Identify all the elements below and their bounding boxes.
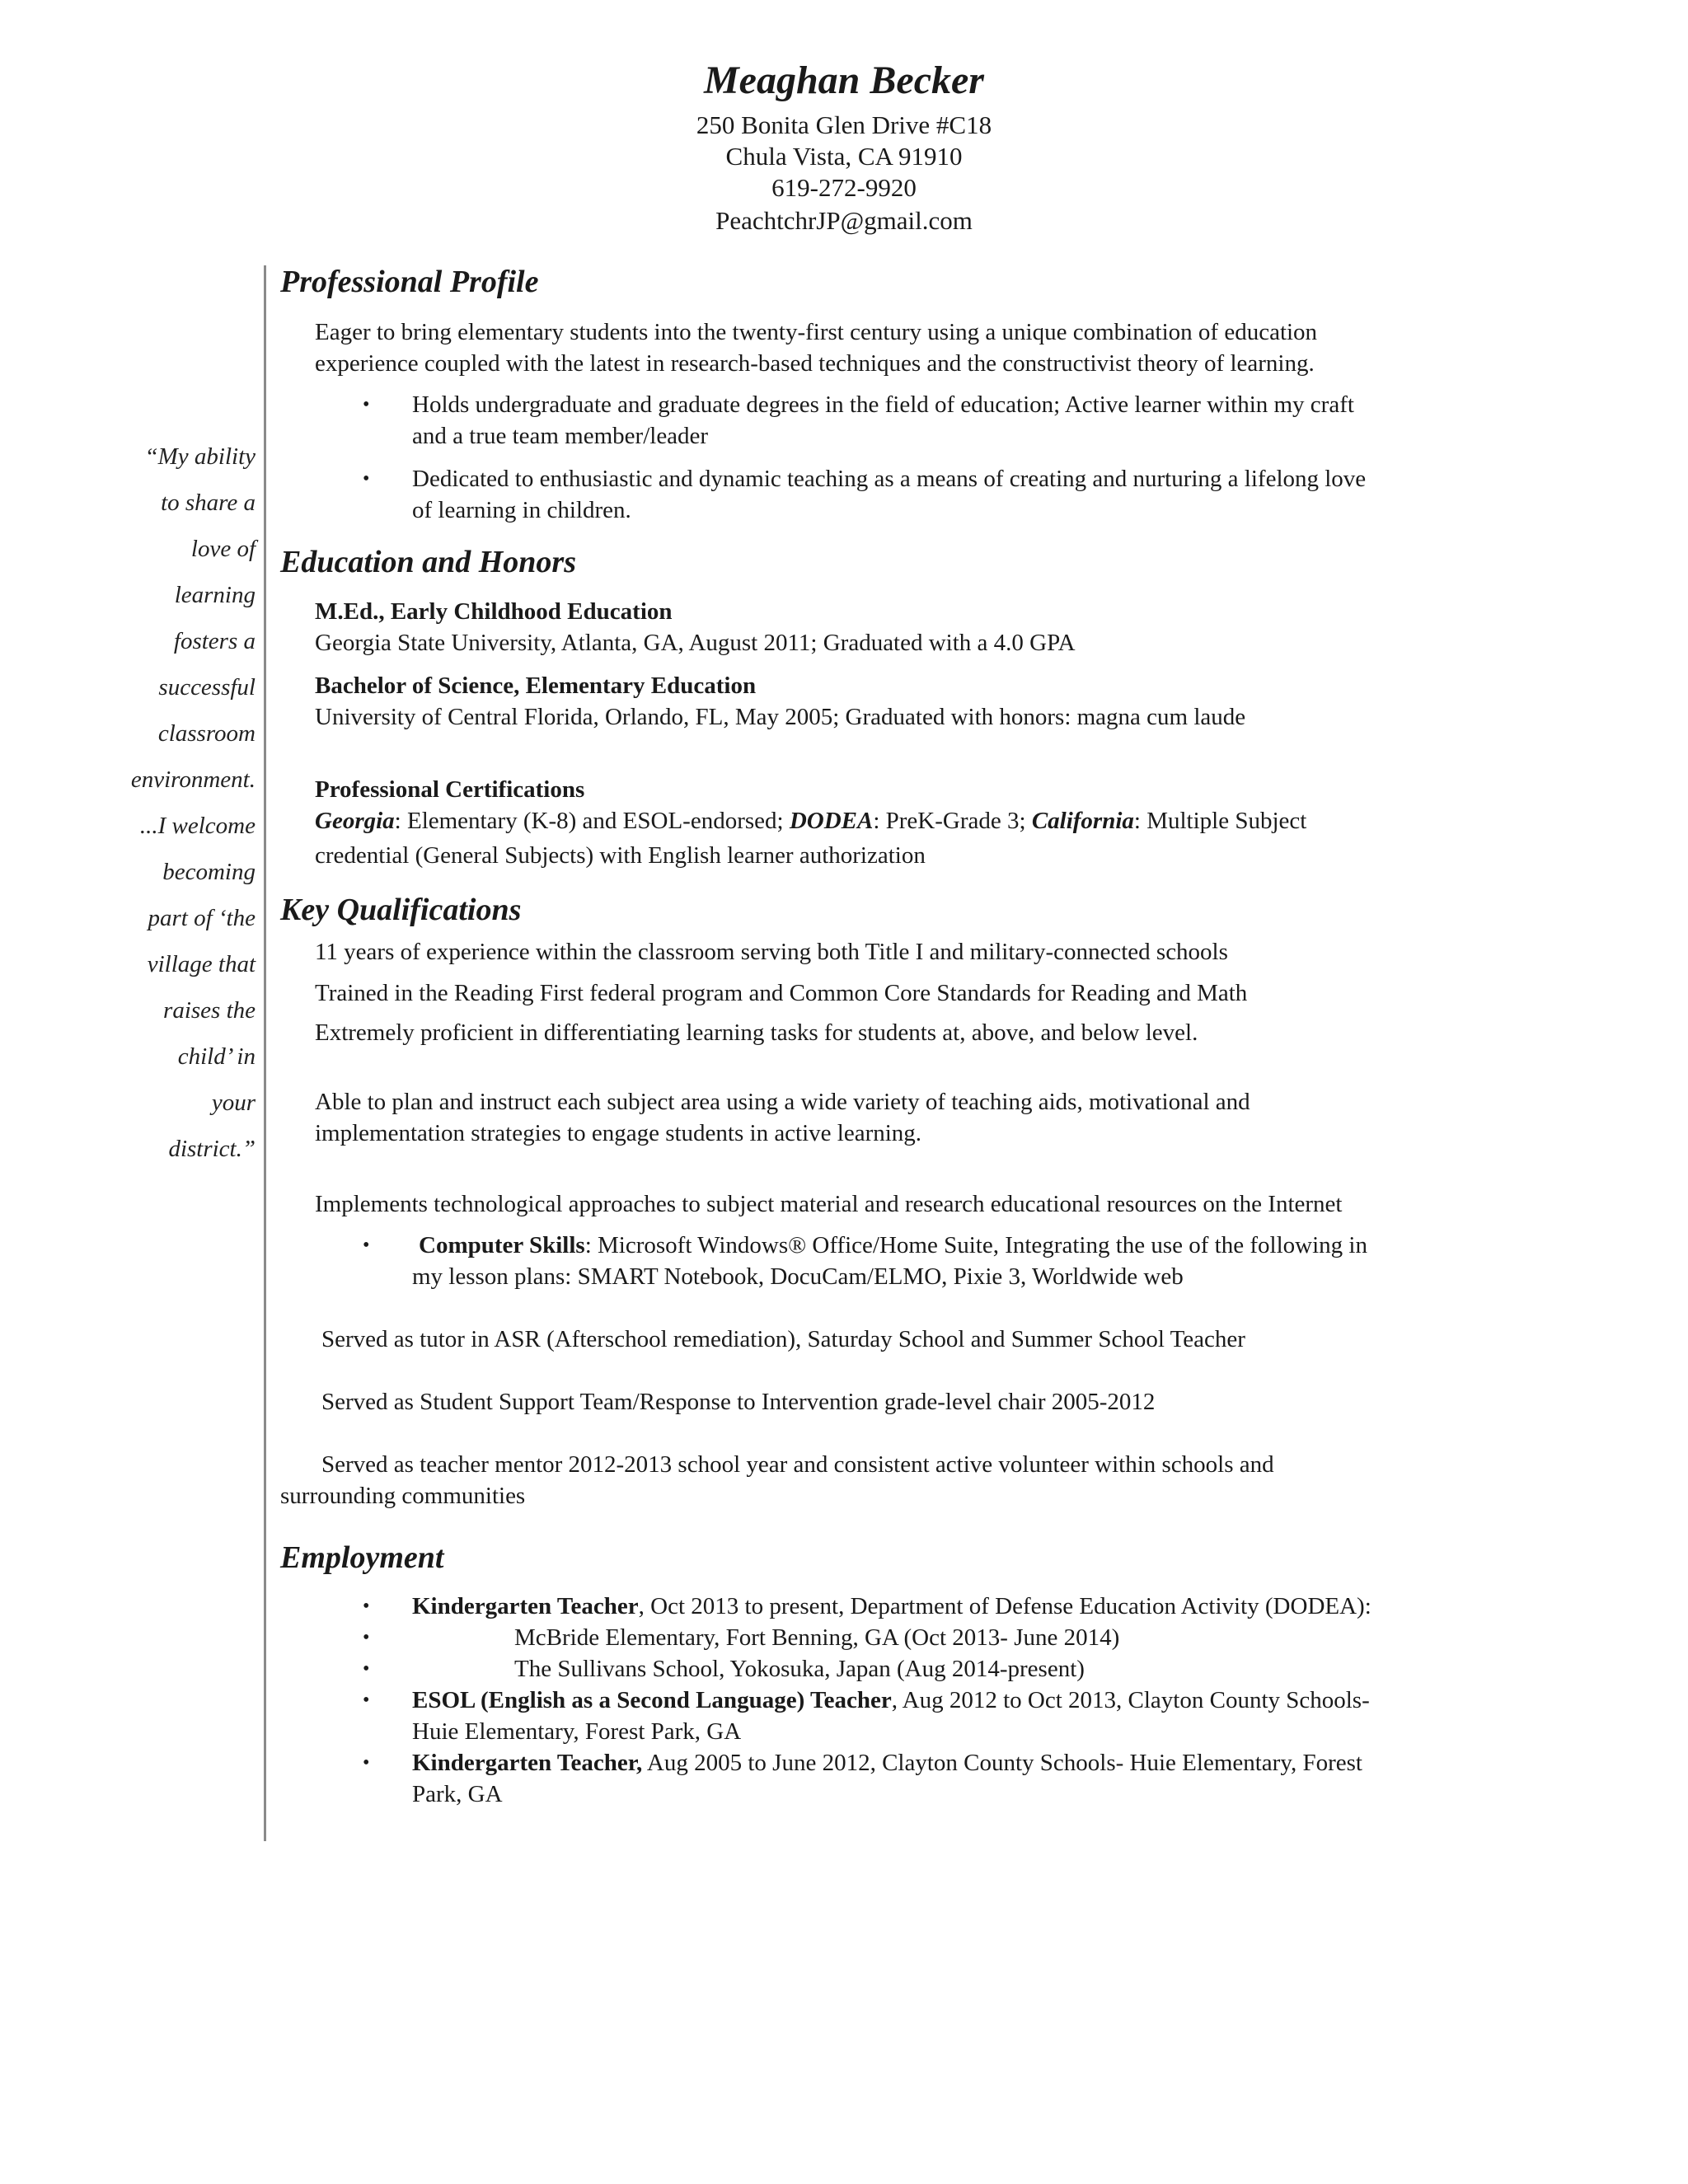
- quote-line: learning: [174, 582, 256, 608]
- cert-label: DODEA: [789, 808, 874, 834]
- cert-text: : Elementary (K-8) and ESOL-endorsed;: [394, 808, 790, 834]
- quote-line: fosters a: [173, 628, 256, 654]
- job-detail: Aug 2005 to June 2012, Clayton County Schools- Huie Elementary, Forest: [642, 1750, 1362, 1776]
- quote-line: village that: [147, 951, 256, 977]
- qualification-item: Trained in the Reading First federal program and Common Core Standards for Reading and Math: [315, 980, 1248, 1006]
- cert-label: Georgia: [315, 808, 395, 834]
- bullet-icon: •: [363, 394, 370, 415]
- job-location: McBride Elementary, Fort Benning, GA (Oct 2013- June 2014): [514, 1624, 1120, 1651]
- job-location: The Sullivans School, Yokosuka, Japan (Aug 2014-present): [514, 1656, 1085, 1682]
- quote-line: classroom: [157, 720, 256, 747]
- profile-bullet-line: of learning in children.: [412, 497, 631, 523]
- phone-number: 619-272-9920: [771, 173, 917, 202]
- qualification-item: surrounding communities: [280, 1483, 526, 1509]
- job-title: Kindergarten Teacher,: [412, 1750, 643, 1776]
- quote-line: your: [211, 1090, 256, 1116]
- qualification-item: Served as Student Support Team/Response to Intervention grade-level chair 2005-2012: [321, 1389, 1156, 1415]
- qualification-item: Served as teacher mentor 2012-2013 school year and consistent active volunteer within schools and: [321, 1451, 1274, 1478]
- certifications-line: [315, 805, 1306, 837]
- profile-summary-line: experience coupled with the latest in research-based techniques and the constructivist theory of learning.: [315, 350, 1315, 377]
- profile-bullet-line: Holds undergraduate and graduate degrees in the field of education; Active learner within my craft: [412, 391, 1354, 418]
- certifications-title: Professional Certifications: [315, 776, 585, 803]
- cert-text: : Multiple Subject: [1133, 808, 1307, 834]
- address-line-1: 250 Bonita Glen Drive #C18: [696, 110, 992, 139]
- computer-skills-line: [419, 1230, 1367, 1261]
- qualification-item: Implements technological approaches to subject material and research educational resources on the Internet: [315, 1191, 1343, 1217]
- quote-line: to share a: [161, 490, 256, 516]
- bullet-icon: •: [363, 1596, 370, 1617]
- quote-line: successful: [158, 674, 256, 701]
- bullet-icon: •: [363, 1658, 370, 1680]
- address-line-2: Chula Vista, CA 91910: [725, 142, 963, 171]
- job-detail: , Oct 2013 to present, Department of Defense Education Activity (DODEA):: [638, 1593, 1372, 1619]
- job-entry: [412, 1591, 1372, 1622]
- degree-title: Bachelor of Science, Elementary Education: [315, 673, 757, 699]
- job-entry-line: Huie Elementary, Forest Park, GA: [412, 1718, 742, 1745]
- quote-line: love of: [190, 536, 256, 562]
- cert-label: California: [1031, 808, 1134, 834]
- quote-line: ...I welcome: [139, 813, 256, 839]
- qualification-item: Extremely proficient in differentiating learning tasks for students at, above, and below level.: [315, 1019, 1198, 1046]
- profile-bullet-line: Dedicated to enthusiastic and dynamic teaching as a means of creating and nurturing a lifelong love: [412, 466, 1367, 492]
- quote-line: becoming: [162, 859, 256, 885]
- qualification-item: Able to plan and instruct each subject area using a wide variety of teaching aids, motivational and: [315, 1089, 1250, 1115]
- vertical-divider: [264, 265, 266, 1841]
- section-heading-qualifications: Key Qualifications: [280, 893, 522, 927]
- profile-summary-line: Eager to bring elementary students into the twenty-first century using a unique combination of education: [315, 319, 1318, 345]
- job-entry-line: Park, GA: [412, 1781, 503, 1807]
- bullet-icon: •: [363, 468, 370, 490]
- qualification-item: implementation strategies to engage students in active learning.: [315, 1120, 922, 1146]
- certifications-line: credential (General Subjects) with English learner authorization: [315, 842, 926, 869]
- bullet-icon: •: [363, 1690, 370, 1711]
- bullet-icon: •: [363, 1627, 370, 1648]
- cert-text: : PreK-Grade 3;: [873, 808, 1032, 834]
- quote-line: child’ in: [177, 1043, 256, 1070]
- quote-line: environment.: [130, 766, 256, 793]
- quote-line: raises the: [163, 997, 256, 1024]
- profile-bullet-line: and a true team member/leader: [412, 423, 709, 449]
- section-heading-education: Education and Honors: [280, 545, 576, 579]
- computer-skills-line: my lesson plans: SMART Notebook, DocuCam/ELMO, Pixie 3, Worldwide web: [412, 1263, 1184, 1290]
- qualification-item: 11 years of experience within the classroom serving both Title I and military-connected schools: [315, 939, 1228, 965]
- candidate-name: Meaghan Becker: [704, 59, 984, 102]
- computer-skills-text: : Microsoft Windows® Office/Home Suite, Integrating the use of the following in: [584, 1232, 1367, 1258]
- computer-skills-label: Computer Skills: [419, 1232, 585, 1258]
- quote-line: district.”: [168, 1136, 256, 1162]
- section-heading-employment: Employment: [280, 1540, 444, 1575]
- degree-detail: Georgia State University, Atlanta, GA, August 2011; Graduated with a 4.0 GPA: [315, 630, 1076, 656]
- job-title: ESOL (English as a Second Language) Teacher: [412, 1687, 892, 1713]
- job-entry: [412, 1747, 1362, 1779]
- qualification-item: Served as tutor in ASR (Afterschool remediation), Saturday School and Summer School Teacher: [321, 1326, 1245, 1352]
- job-entry: [412, 1685, 1370, 1716]
- degree-detail: University of Central Florida, Orlando, FL, May 2005; Graduated with honors: magna cum laude: [315, 704, 1246, 730]
- email-address: PeachtchrJP@gmail.com: [715, 206, 973, 235]
- quote-line: part of ‘the: [148, 905, 256, 931]
- section-heading-profile: Professional Profile: [280, 265, 539, 299]
- sidebar-quote: [124, 434, 256, 1172]
- bullet-icon: •: [363, 1235, 370, 1256]
- bullet-icon: •: [363, 1752, 370, 1774]
- quote-line: “My ability: [144, 443, 256, 470]
- degree-title: M.Ed., Early Childhood Education: [315, 598, 673, 625]
- job-title: Kindergarten Teacher: [412, 1593, 639, 1619]
- job-detail: , Aug 2012 to Oct 2013, Clayton County Schools-: [891, 1687, 1370, 1713]
